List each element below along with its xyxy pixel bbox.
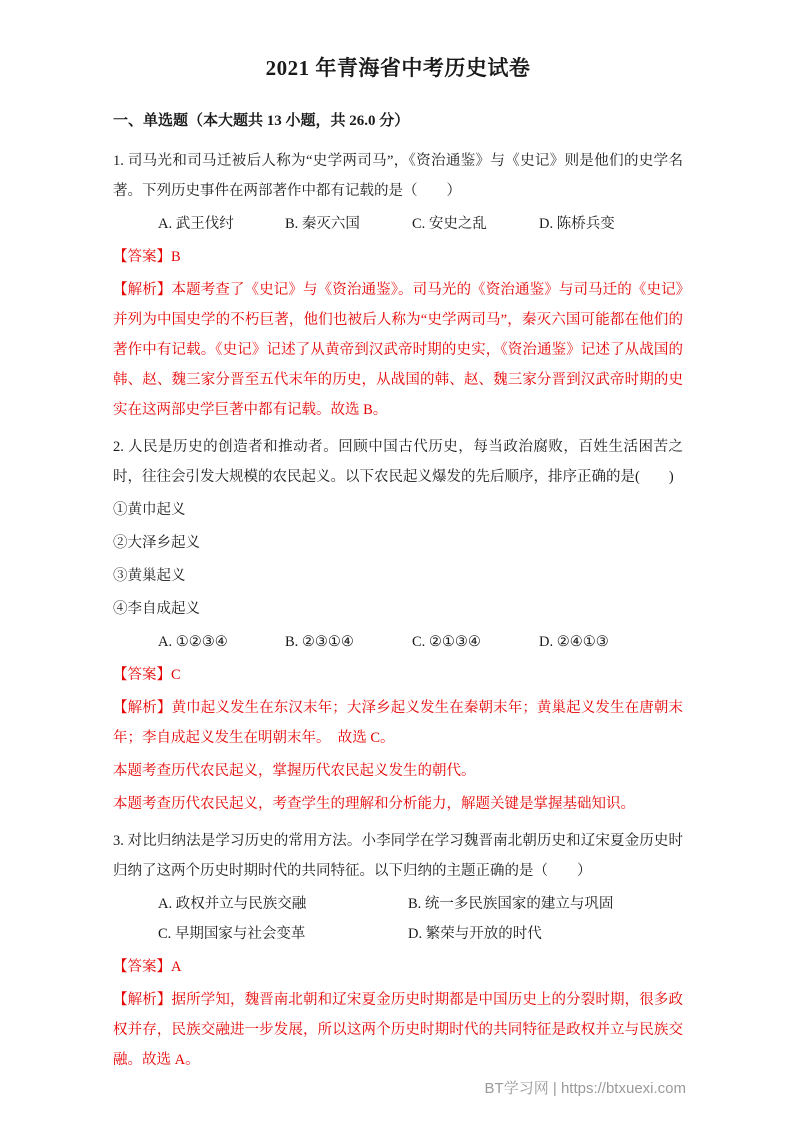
question-2-option-b: B. ②③①④ bbox=[285, 634, 354, 650]
question-1-option-b: B. 秦灭六国 bbox=[285, 216, 360, 232]
footer-site-link[interactable]: BT学习网 | https://btxuexi.com bbox=[484, 1080, 686, 1097]
question-2-option-c: C. ②①③④ bbox=[412, 634, 481, 650]
question-3-option-c: C. 早期国家与社会变革 bbox=[158, 926, 306, 942]
question-3-stem: 3. 对比归纳法是学习历史的常用方法。小李同学在学习魏晋南北朝历史和辽宋夏金历史时归纳了这两个历史时期时代的共同特征。以下归纳的主题正确的是（ ） bbox=[113, 833, 683, 879]
question-3-analysis: 【解析】据所学知，魏晋南北朝和辽宋夏金历史时期都是中国历史上的分裂时期，很多政权并存，民族交融进一步发展，所以这两个历史时期时代的共同特征是政权并立与民族交融。故选 A。 bbox=[113, 992, 683, 1068]
question-2-item-4: ④李自成起义 bbox=[113, 601, 200, 617]
question-2-option-a: A. ①②③④ bbox=[158, 634, 228, 650]
question-2-item-2: ②大泽乡起义 bbox=[113, 535, 200, 551]
question-2-option-d: D. ②④①③ bbox=[539, 634, 609, 650]
footer bbox=[485, 1077, 686, 1098]
page-title: 2021 年青海省中考历史试卷 bbox=[265, 56, 531, 80]
question-1-answer: 【答案】B bbox=[113, 249, 181, 265]
question-1-option-c: C. 安史之乱 bbox=[412, 216, 487, 232]
question-1-option-a: A. 武王伐纣 bbox=[158, 216, 234, 232]
question-2-options bbox=[113, 627, 683, 657]
question-1-analysis: 【解析】本题考查了《史记》与《资治通鉴》。司马光的《资治通鉴》与司马迁的《史记》并列为中国史学的不朽巨著，他们也被后人称为“史学两司马”，秦灭六国可能都在他们的著作中有记载。《史记》记述了从黄帝到汉武帝时期的史实，《资治通鉴》记述了从战国的韩、赵、魏三家分晋至五代末年的历史，从战国的韩、赵、魏三家分晋到汉武帝时期的史实在这两部史学巨著中都有记载。故选 B。 bbox=[113, 282, 683, 418]
question-2-answer: 【答案】C bbox=[113, 667, 181, 683]
question-1-stem: 1. 司马光和司马迁被后人称为“史学两司马”，《资治通鉴》与《史记》则是他们的史学名著。下列历史事件在两部著作中都有记载的是（ ） bbox=[113, 153, 683, 199]
question-3-option-b: B. 统一多民族国家的建立与巩固 bbox=[408, 896, 614, 912]
question-2-item-1: ①黄巾起义 bbox=[113, 502, 186, 518]
section-header: 一、单选题（本大题共 13 小题，共 26.0 分） bbox=[113, 113, 410, 129]
question-2-item-3: ③黄巢起义 bbox=[113, 568, 186, 584]
question-3-option-a: A. 政权并立与民族交融 bbox=[158, 896, 307, 912]
question-1-option-d: D. 陈桥兵变 bbox=[539, 216, 615, 232]
question-3-options bbox=[113, 889, 683, 949]
question-3-option-d: D. 繁荣与开放的时代 bbox=[408, 926, 542, 942]
question-2-stem: 2. 人民是历史的创造者和推动者。回顾中国古代历史，每当政治腐败，百姓生活困苦之时，往往会引发大规模的农民起义。以下农民起义爆发的先后顺序，排序正确的是( ) bbox=[113, 439, 683, 485]
question-2-analysis-3: 本题考查历代农民起义，考查学生的理解和分析能力，解题关键是掌握基础知识。 bbox=[113, 796, 635, 812]
question-3-answer: 【答案】A bbox=[113, 959, 182, 975]
question-2-analysis-2: 本题考查历代农民起义，掌握历代农民起义发生的朝代。 bbox=[113, 763, 476, 779]
question-1-options bbox=[113, 209, 683, 239]
question-2-analysis-1: 【解析】黄巾起义发生在东汉末年；大泽乡起义发生在秦朝末年；黄巢起义发生在唐朝末年；李自成起义发生在明朝末年。 故选 C。 bbox=[113, 700, 683, 746]
